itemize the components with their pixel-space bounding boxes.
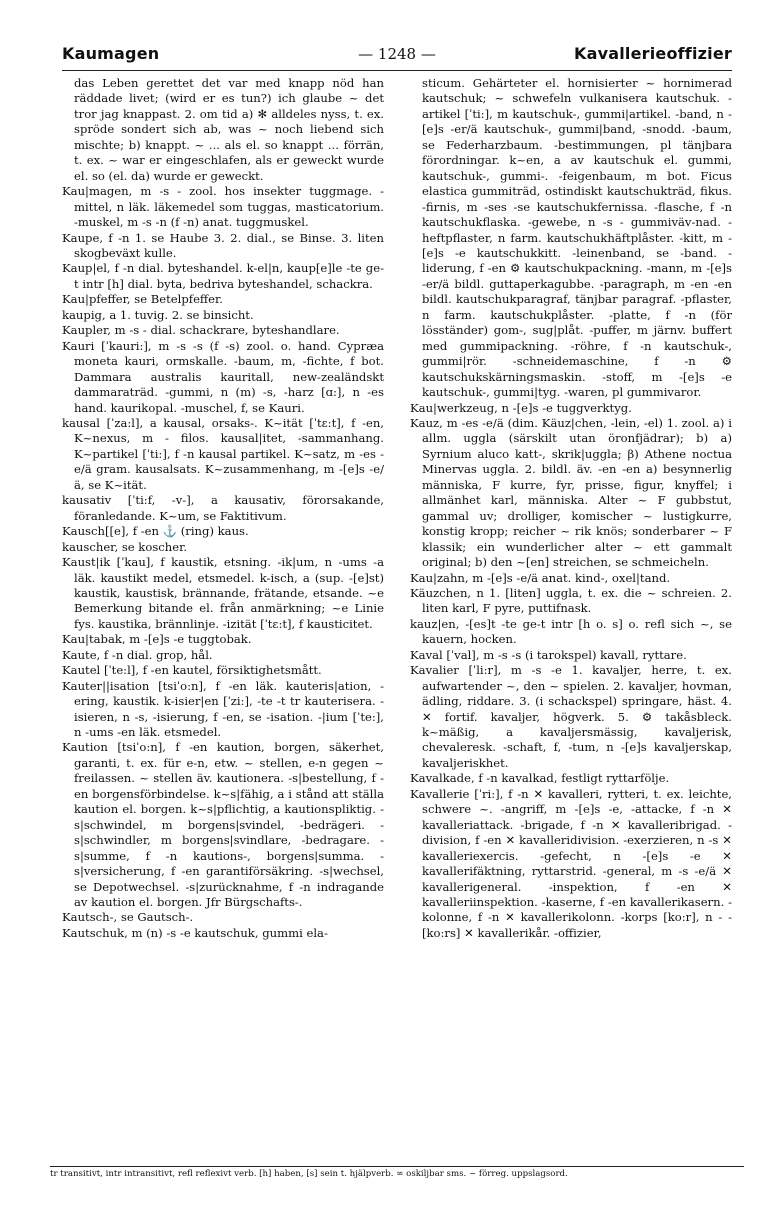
header-first-headword: Kaumagen bbox=[62, 44, 160, 63]
dictionary-entry: sticum. Gehärteter el. hornisierter ~ hornimerad kautschuk; ~ schwefeln vulkanisera kautschuk. -artikel [ˈti:], m kautschuk-, gummi|artikel. -band, n -[e]s -er/ä kautschuk-, gummi|band, -snodd. -baum, se Federharzbaum. -bestimmungen, pl tänjbara förordningar. k~en, a av kautschuk el. gummi, kautschuk-, gummi-. -feigenbaum, m bot. Ficus elastica gummiträd, ostindiskt kautschukträd, fikus. -firnis, m -ses -se kautschukfernissa. -flasche, f -n kautschukflaska. -gewebe, n -s - gummiväv-nad. -heftpflaster, n farm. kautschukhäftplåster. -kitt, m -[e]s -e kautschukkitt. -leinenband, se -band. -liderung, f -en ⚙ kautschukpackning. -mann, m -[e]s -er/ä bildl. guttaperkagubbe. -paragraph, m -en -en bildl. kautschukparagraf, tänjbar paragraf. -pflaster, n farm. kautschukplåster. -platte, f -n (för lösständer) gom-, sug|plåt. -puffer, m järnv. buffert med gummipackning. -röhre, f -n kautschuk-, gummi|rör. -schneidemaschine, f -n ⚙ kautschukskärningsmaskin. -stoff, m -[e]s -e kautschuk-, gummi|tyg. -waren, pl gummivaror. bbox=[422, 76, 732, 400]
header-last-headword: Kavallerieoffizier bbox=[573, 44, 732, 63]
page-number: — 1248 — bbox=[358, 45, 436, 63]
dictionary-entry: kaupig, a 1. tuvig. 2. se binsicht. bbox=[62, 307, 254, 322]
dictionary-entry: kausativ [ˈti:f, -v-], a kausativ, förorsakande, föranledande. K~um, se Faktitivum. bbox=[62, 493, 384, 523]
dictionary-entry: kauz|en, -[es]t -te ge-t intr [h o. s] o. refl sich ~, se kauern, hocken. bbox=[410, 616, 732, 647]
dictionary-entry: Kau|zahn, m -[e]s -e/ä anat. kind-, oxel|tand. bbox=[410, 570, 671, 585]
dictionary-entry: Kaupe, f -n 1. se Haube 3. 2. dial., se Binse. 3. liten skogbeväxt kulle. bbox=[62, 230, 384, 260]
dictionary-entry: Kauz, m -es -e/ä (dim. Käuz|chen, -lein, -el) 1. zool. a) i allm. uggla (särskilt utan öronfjädrar); b) a) Syrnium aluco katt-, skrik|uggla; β) Athene noctua Minervas uggla. 2. bildl. äv. -en -en a) besynnerlig människa, F kurre, fyr, prisse, figur, knyffel; i allmänhet karl, människa. Alter ~ F gubbstut, gammal uv; drolliger, komischer ~ lustigkurre, konstig kropp; reicher ~ rik knös; sonderbarer ~ F klassik; ein wunderlicher alter ~ ett gammalt original; b) den ~[en] streichen, se schmeicheln. bbox=[410, 415, 732, 570]
dictionary-entry: Kausch[[e], f -en ⚓ (ring) kaus. bbox=[62, 524, 249, 539]
dictionary-entry: Kaup|el, f -n dial. byteshandel. k-el|n, kaup[e]le -te ge-t intr [h] dial. byta, bedriva byteshandel, schackra. bbox=[62, 261, 384, 291]
dictionary-entry: Kavalkade, f -n kavalkad, festligt ryttarfölje. bbox=[410, 771, 670, 786]
dictionary-entry: Kaupler, m -s - dial. schackrare, byteshandlare. bbox=[62, 323, 340, 338]
dictionary-entry: Kau|pfeffer, se Betelpfeffer. bbox=[62, 292, 223, 307]
dictionary-entry: Kau|magen, m -s - zool. hos insekter tuggmage. -mittel, n läk. läkemedel som tuggas, masticatorium. -muskel, m -s -n (f -n) anat. tuggmuskel. bbox=[62, 184, 384, 230]
dictionary-entry: Käuzchen, n 1. [liten] uggla, t. ex. die ~ schreien. 2. liten karl, F pyre, puttifnask. bbox=[410, 585, 732, 616]
dictionary-entry: Kaust|ik [ˈkau], f kaustik, etsning. -ik|um, n -ums -a läk. kaustikt medel, etsmedel. k-isch, a (sup. -[e]st) kaustik, kaustisk, brännande, frätande, etsande. ~e Bemerkung bitande el. från anmärkning; ~e Linie fys. kaustika, brännlinje. -izität [ˈtɛ:t], f kausticitet. bbox=[62, 555, 384, 631]
abbreviation-footer: tr transitivt, intr intransitivt, refl reflexivt verb. [h] haben, [s] sein t. hjälpverb. ∞ oskiljbar sms. ~ förreg. uppslagsord. bbox=[50, 1166, 744, 1179]
dictionary-columns bbox=[62, 76, 732, 1160]
dictionary-entry: Kau|tabak, m -[e]s -e tuggtobak. bbox=[62, 632, 252, 647]
dictionary-entry: Kauri [ˈkauri:], m -s -s (f -s) zool. o. hand. Cypræa moneta kauri, ormskalle. -baum, m, -fichte, f bot. Dammara australis kauritall, new-zealändskt dammaraträd. -gummi, n (m) -s, -harz [ɑ:], n -es hand. kaurikopal. -muschel, f, se Kauri. bbox=[62, 338, 384, 415]
dictionary-entry: Kautschuk, m (n) -s -e kautschuk, gummi ela- bbox=[62, 925, 328, 940]
dictionary-entry: Kaution [tsiˈo:n], f -en kaution, borgen, säkerhet, garanti, t. ex. für e-n, etw. ~ stellen, e-n gegen ~ freilassen. ~ stellen äv. kautionera. -s|bestellung, f -en borgensförbindelse. k~s|fähig, a i stånd att ställa kaution el. borgen. k~s|pflichtig, a kautionspliktig. -s|schwindel, m borgens|svindel, -bedrägeri. -s|schwindler, m borgens|svindlare, -bedragare. -s|summe, f -n kautions-, borgens|summa. -s|versicherung, f -en garantiförsäkring. -s|wechsel, se Depotwechsel. -s|zurücknahme, f -n indragande av kaution el. borgen. Jfr Bürgschafts-. bbox=[62, 740, 384, 910]
dictionary-entry: Kautel [ˈte:l], f -en kautel, försiktighetsmått. bbox=[62, 663, 322, 678]
dictionary-entry: Kauter||isation [tsiˈo:n], f -en läk. kauteris|ation, -ering, kaustik. k-isier|en [ˈzi:], -te -t tr kauterisera. -isieren, n -s, -isierung, f -en, se -isation. -|ium [ˈte:], n -ums -en läk. etsmedel. bbox=[62, 678, 384, 740]
dictionary-entry: kausal [ˈza:l], a kausal, orsaks-. K~ität [ˈtɛ:t], f -en, K~nexus, m - filos. kausal|itet, -sammanhang. K~partikel [ˈti:], f -n kausal partikel. K~satz, m -es -e/ä gram. kausalsats. K~zusammenhang, m -[e]s -e/ä, se K~ität. bbox=[62, 415, 384, 492]
dictionary-entry: das Leben gerettet det var med knapp nöd han räddade livet; (wird er es tun?) ich glaube ~ det tror jag knappast. 2. om tid a) ✻ alldeles nyss, t. ex. spröde sondert sich ab, was ~ noch liebend sich mischte; b) knappt. ~ ... als el. so knappt ... förrän, t. ex. ~ war er eingeschlafen, als er geweckt wurde el. so (el. da) wurde er geweckt. bbox=[74, 76, 384, 183]
left-column bbox=[62, 76, 384, 1160]
dictionary-entry: Kautsch-, se Gautsch-. bbox=[62, 910, 194, 925]
dictionary-entry: kauscher, se koscher. bbox=[62, 539, 188, 554]
right-column bbox=[410, 76, 732, 1160]
dictionary-page bbox=[50, 42, 732, 1179]
dictionary-entry: Kavallerie [ˈri:], f -n ✕ kavalleri, rytteri, t. ex. leichte, schwere ~. -angriff, m -[e]s -e, -attacke, f -n ✕ kavalleriattack. -brigade, f -n ✕ kavalleribrigad. -division, f -en ✕ kavalleridivision. -exerzieren, n -s ✕ kavalleriexercis. -gefecht, n -[e]s -e ✕ kavallerifäktning, ryttarstrid. -general, m -s -e/ä ✕ kavallerigeneral. -inspektion, f -en ✕ kavalleriinspektion. -kaserne, f -en kavallerikasern. -kolonne, f -n ✕ kavallerikolonn. -korps [ko:r], n - - [ko:rs] ✕ kavallerikår. -offizier, bbox=[410, 786, 732, 940]
dictionary-entry: Kavalier [ˈli:r], m -s -e 1. kavaljer, herre, t. ex. aufwartender ~, den ~ spielen. 2. kavaljer, hovman, ädling, riddare. 3. (i schackspel) springare, häst. 4. ✕ fortif. kavaljer, högverk. 5. ⚙ takåsbleck. k~mäßig, a kavaljersmässig, kavaljerisk, chevaleresk. -schaft, f, -tum, n -[e]s kavaljerskap, kavaljeriskhet. bbox=[410, 663, 732, 770]
page-header bbox=[62, 42, 732, 71]
dictionary-entry: Kau|werkzeug, n -[e]s -e tuggverktyg. bbox=[410, 400, 632, 415]
dictionary-entry: Kaute, f -n dial. grop, hål. bbox=[62, 647, 213, 662]
dictionary-entry: Kaval [ˈval], m -s -s (i tarokspel) kavall, ryttare. bbox=[410, 647, 687, 662]
